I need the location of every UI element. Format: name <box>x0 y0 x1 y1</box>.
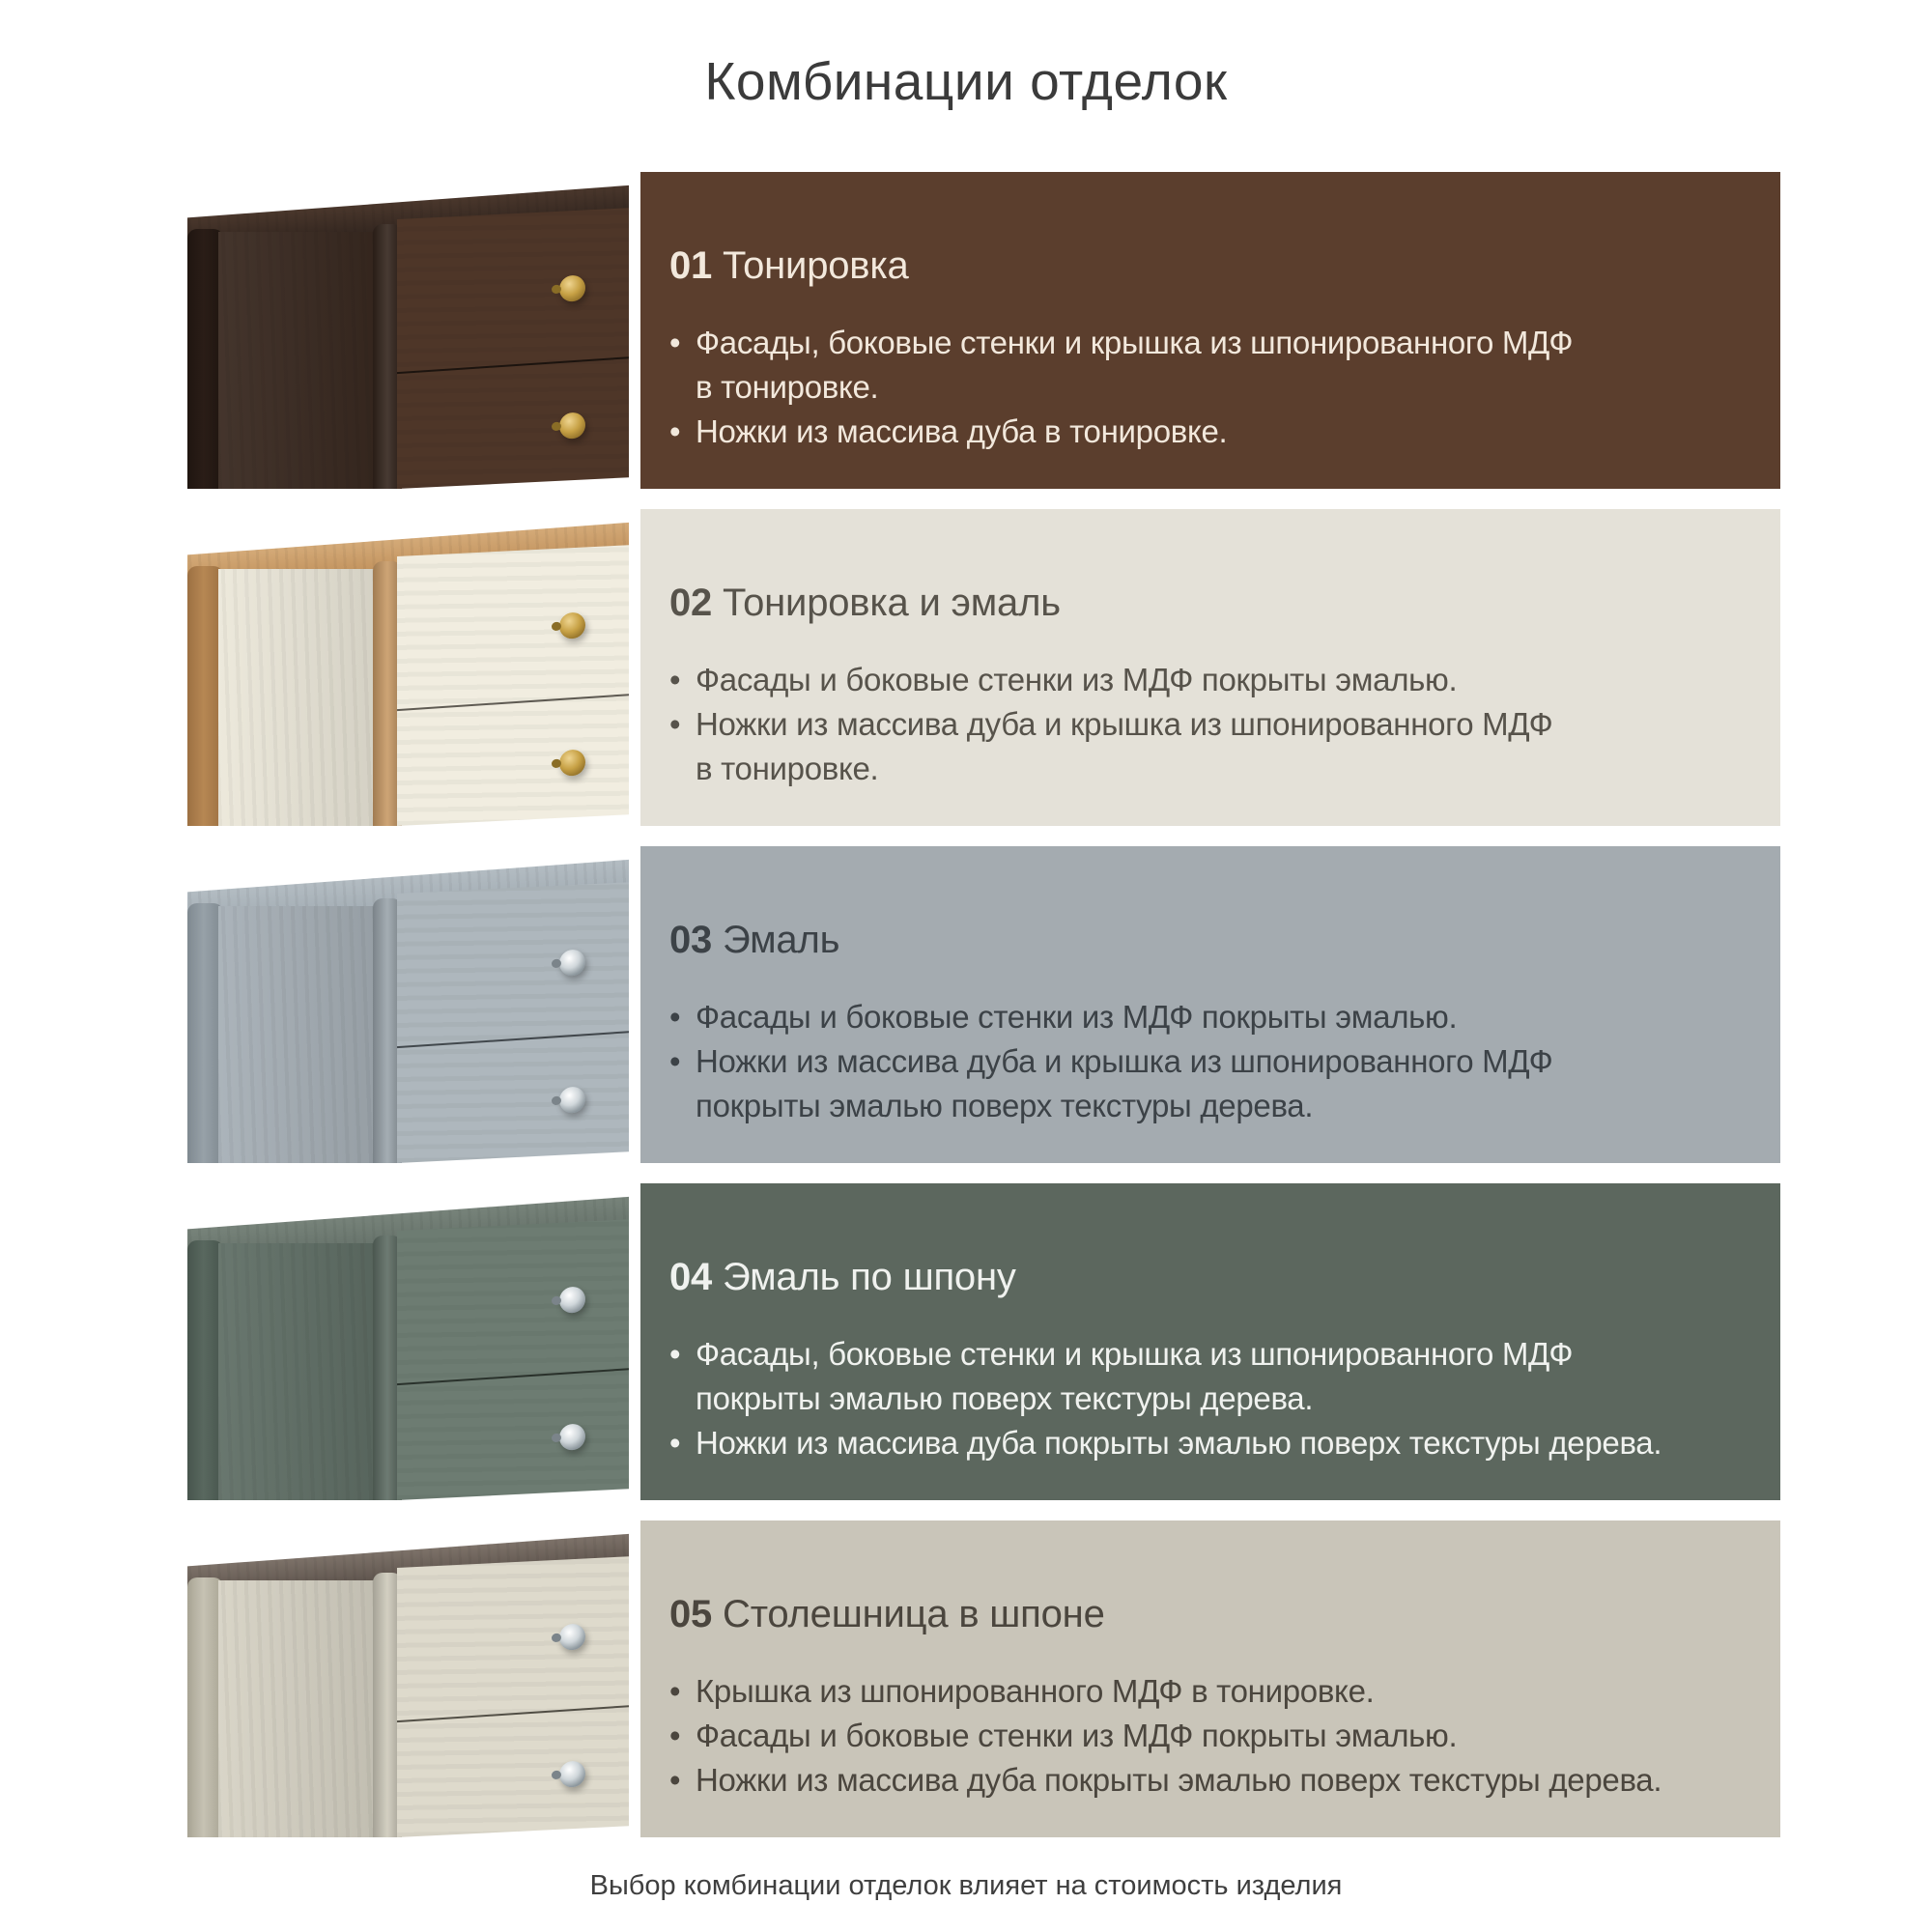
drawer-seam <box>397 356 629 375</box>
bullet-line: Ножки из массива дуба и крышка из шпонированного МДФ <box>696 1043 1553 1079</box>
bullet-text <box>696 321 1573 410</box>
dresser-side-panel <box>218 232 378 489</box>
bullet-line: Ножки из массива дуба покрыты эмалью поверх текстуры дерева. <box>696 1425 1662 1461</box>
dresser-drawer-front <box>397 1219 629 1500</box>
drawer-knob <box>559 1287 585 1314</box>
product-photo <box>187 509 629 826</box>
dresser-side-panel <box>218 1243 378 1500</box>
bullet-dot-icon: • <box>669 1762 681 1798</box>
dresser-side-panel <box>218 906 378 1163</box>
bullet-item <box>669 995 1751 1039</box>
finish-panel <box>640 172 1780 489</box>
bullet-line: Ножки из массива дуба покрыты эмалью поверх текстуры дерева. <box>696 1762 1662 1798</box>
bullet-item <box>669 1669 1751 1714</box>
product-photo <box>187 846 629 1163</box>
finish-bullets <box>669 995 1751 1128</box>
bullet-dot-icon: • <box>669 1336 681 1372</box>
bullet-line: в тонировке. <box>696 369 879 405</box>
bullet-line: Крышка из шпонированного МДФ в тонировке. <box>696 1673 1375 1709</box>
bullet-item <box>669 1332 1751 1421</box>
bullet-dot-icon: • <box>669 413 681 449</box>
finish-title <box>669 1257 1751 1297</box>
bullet-line: Ножки из массива дуба в тонировке. <box>696 413 1228 449</box>
drawer-seam <box>397 1368 629 1386</box>
bullet-text <box>696 1758 1662 1803</box>
drawer-knob <box>559 412 585 440</box>
finish-name: Эмаль по шпону <box>723 1256 1016 1298</box>
bullet-text <box>696 995 1457 1039</box>
finish-panel <box>640 509 1780 826</box>
bullet-text <box>696 1714 1457 1758</box>
dresser-drawer-front <box>397 545 629 826</box>
bullet-line: в тонировке. <box>696 751 879 786</box>
finish-name: Столешница в шпоне <box>723 1593 1105 1635</box>
bullet-line: Фасады и боковые стенки из МДФ покрыты эмалью. <box>696 1718 1458 1753</box>
bullet-text <box>696 1669 1375 1714</box>
drawer-knob <box>559 1624 585 1651</box>
bullet-text <box>696 1421 1662 1465</box>
bullet-line: Фасады, боковые стенки и крышка из шпонированного МДФ <box>696 325 1574 360</box>
finish-panel <box>640 846 1780 1163</box>
drawer-knob <box>559 1424 585 1451</box>
finish-title <box>669 1594 1751 1634</box>
finish-row <box>187 509 1780 826</box>
bullet-text <box>696 1332 1573 1421</box>
finish-name: Тонировка <box>723 244 909 287</box>
finish-row <box>187 1183 1780 1500</box>
finish-bullets <box>669 1332 1751 1465</box>
bullet-item <box>669 1758 1751 1803</box>
bullet-text <box>696 658 1457 702</box>
dresser-side-panel <box>218 1580 378 1837</box>
finish-bullets <box>669 1669 1751 1803</box>
finish-name: Эмаль <box>723 919 840 961</box>
page-title: Комбинации отделок <box>704 51 1228 111</box>
bullet-item <box>669 702 1751 791</box>
drawer-seam <box>397 1031 629 1049</box>
dresser-side-panel <box>218 569 378 826</box>
finish-panel <box>640 1520 1780 1837</box>
finish-number: 04 <box>669 1256 713 1298</box>
bullet-dot-icon: • <box>669 706 681 742</box>
drawer-knob <box>559 1087 585 1114</box>
bullet-text <box>696 410 1227 454</box>
finish-title <box>669 582 1751 623</box>
drawer-knob <box>559 612 585 639</box>
footer-note: Выбор комбинации отделок влияет на стоимость изделия <box>589 1870 1343 1901</box>
bullet-item <box>669 410 1751 454</box>
product-photo <box>187 1183 629 1500</box>
bullet-line: Ножки из массива дуба и крышка из шпонированного МДФ <box>696 706 1553 742</box>
bullet-item <box>669 658 1751 702</box>
finish-row <box>187 172 1780 489</box>
drawer-seam <box>397 694 629 712</box>
bullet-dot-icon: • <box>669 1425 681 1461</box>
bullet-dot-icon: • <box>669 1673 681 1709</box>
finish-number: 05 <box>669 1593 713 1635</box>
bullet-line: Фасады, боковые стенки и крышка из шпонированного МДФ <box>696 1336 1574 1372</box>
finish-row <box>187 1520 1780 1837</box>
product-photo <box>187 1520 629 1837</box>
drawer-knob <box>559 275 585 302</box>
bullet-item <box>669 1714 1751 1758</box>
bullet-dot-icon: • <box>669 662 681 697</box>
bullet-dot-icon: • <box>669 999 681 1035</box>
dresser-drawer-front <box>397 1556 629 1837</box>
drawer-seam <box>397 1705 629 1723</box>
drawer-knob <box>559 1761 585 1788</box>
finish-row <box>187 846 1780 1163</box>
finish-title <box>669 245 1751 286</box>
finish-name: Тонировка и эмаль <box>723 582 1061 624</box>
drawer-knob <box>559 950 585 977</box>
product-photo <box>187 172 629 489</box>
bullet-item <box>669 321 1751 410</box>
finish-number: 01 <box>669 244 713 287</box>
finish-number: 02 <box>669 582 713 624</box>
finish-bullets <box>669 658 1751 791</box>
bullet-dot-icon: • <box>669 325 681 360</box>
bullet-line: покрыты эмалью поверх текстуры дерева. <box>696 1380 1314 1416</box>
dresser-drawer-front <box>397 208 629 489</box>
finish-rows <box>187 172 1780 1858</box>
bullet-dot-icon: • <box>669 1718 681 1753</box>
dresser-drawer-front <box>397 882 629 1163</box>
finish-bullets <box>669 321 1751 454</box>
finish-number: 03 <box>669 919 713 961</box>
drawer-knob <box>559 750 585 777</box>
bullet-item <box>669 1039 1751 1128</box>
bullet-text <box>696 1039 1552 1128</box>
bullet-line: Фасады и боковые стенки из МДФ покрыты эмалью. <box>696 662 1458 697</box>
bullet-dot-icon: • <box>669 1043 681 1079</box>
bullet-line: Фасады и боковые стенки из МДФ покрыты эмалью. <box>696 999 1458 1035</box>
finish-panel <box>640 1183 1780 1500</box>
bullet-line: покрыты эмалью поверх текстуры дерева. <box>696 1088 1314 1123</box>
finish-title <box>669 920 1751 960</box>
bullet-item <box>669 1421 1751 1465</box>
bullet-text <box>696 702 1552 791</box>
